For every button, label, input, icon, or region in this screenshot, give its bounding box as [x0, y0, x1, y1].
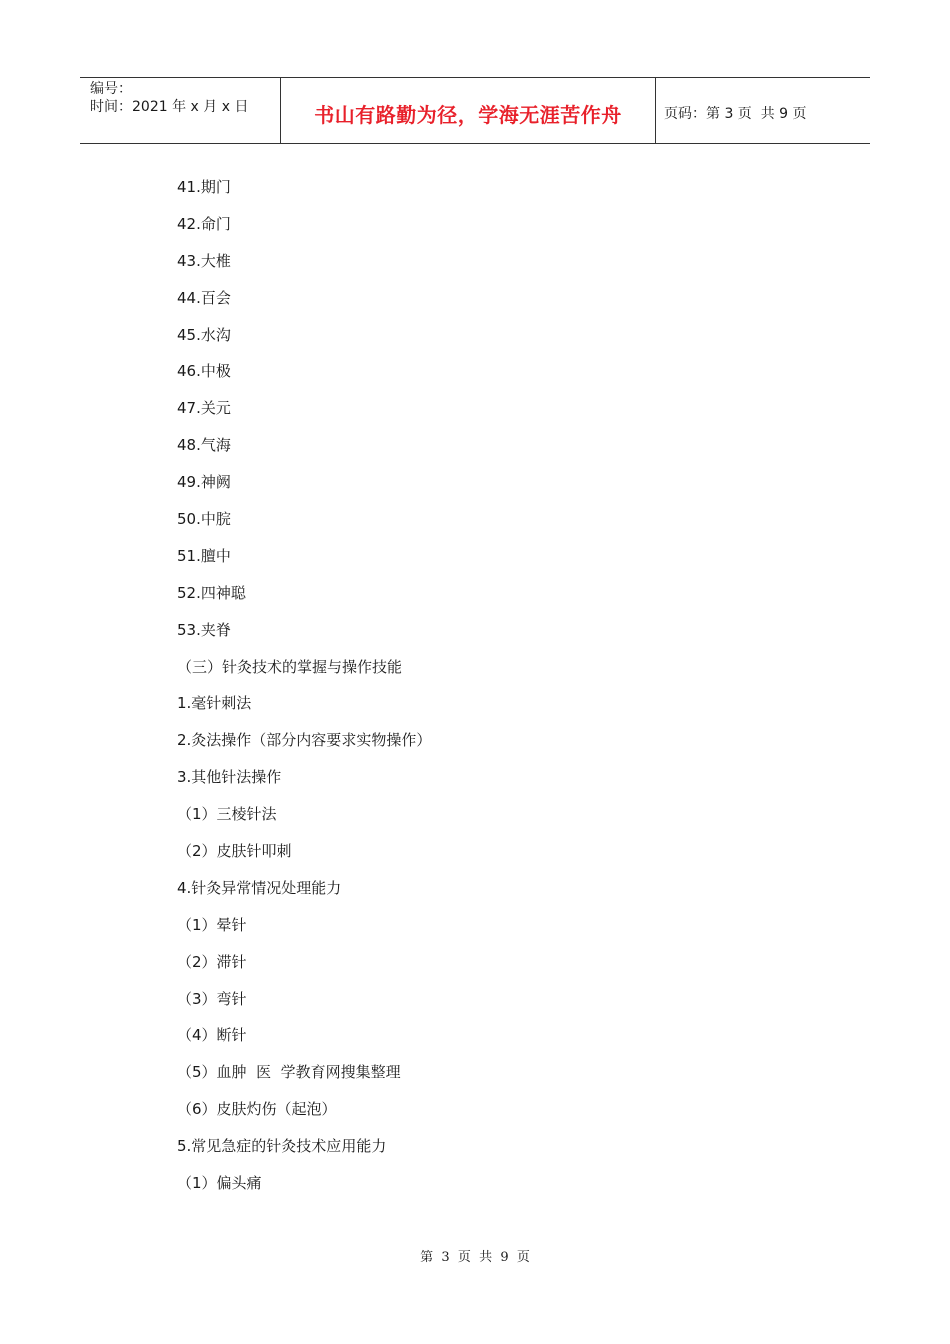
body-line: 44.百会 — [177, 288, 231, 307]
body-line: 43.大椎 — [177, 251, 231, 270]
body-line: （2）皮肤针叩刺 — [177, 842, 292, 861]
body-line: 2.灸法操作（部分内容要求实物操作） — [177, 731, 432, 750]
body-line: 48.气海 — [177, 436, 231, 455]
document-body — [177, 172, 857, 1205]
body-line: 52.四神聪 — [177, 583, 246, 602]
page-header — [80, 77, 870, 144]
body-line: 45.水沟 — [177, 325, 231, 344]
body-line: 3.其他针法操作 — [177, 768, 282, 787]
body-line: （2）滞针 — [177, 952, 247, 971]
body-line: 42.命门 — [177, 214, 231, 233]
body-line: 1.毫针刺法 — [177, 694, 252, 713]
body-line: 41.期门 — [177, 178, 231, 196]
body-line: （5）血肿 医 学教育网搜集整理 — [177, 1063, 401, 1082]
body-line: 50.中脘 — [177, 510, 231, 529]
body-line: （三）针灸技术的掌握与操作技能 — [177, 657, 403, 676]
body-line: 53.夹脊 — [177, 620, 231, 639]
body-line: 49.神阙 — [177, 473, 231, 492]
header-meta — [90, 80, 280, 116]
body-line: （6）皮肤灼伤（起泡） — [177, 1100, 337, 1119]
body-line: 46.中极 — [177, 362, 231, 381]
body-line: （1）三棱针法 — [177, 805, 277, 824]
header-divider-right — [655, 78, 656, 144]
document-time-label: 时间：2021 年 x 月 x 日 — [90, 99, 249, 115]
body-line: （1）偏头痛 — [177, 1174, 262, 1193]
body-line: （4）断针 — [177, 1026, 247, 1045]
body-line: （3）弯针 — [177, 989, 247, 1008]
document-number-label: 编号： — [90, 81, 132, 97]
page-footer: 第 3 页 共 9 页 — [420, 1250, 530, 1265]
header-motto: 书山有路勤为径，学海无涯苦作舟 — [314, 102, 622, 127]
body-line: 4.针灸异常情况处理能力 — [177, 878, 342, 897]
body-line: 5.常见急症的针灸技术应用能力 — [177, 1137, 387, 1156]
body-line: 51.膻中 — [177, 546, 231, 565]
header-page-info: 页码：第 3 页 共 9 页 — [664, 105, 807, 122]
body-line: （1）晕针 — [177, 915, 247, 934]
body-line: 47.关元 — [177, 399, 231, 418]
